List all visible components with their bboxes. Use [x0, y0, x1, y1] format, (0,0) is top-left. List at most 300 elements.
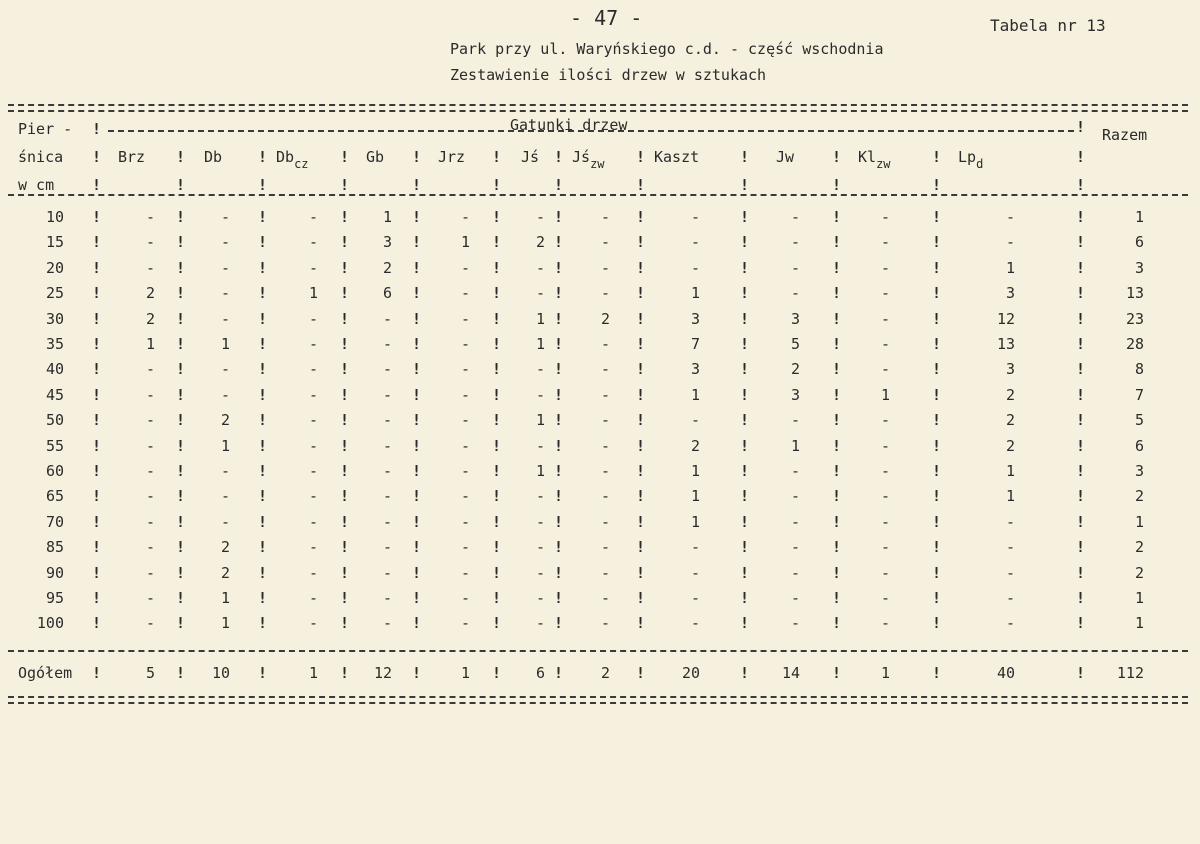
- column-separator: !: [636, 148, 646, 166]
- column-separator: !: [258, 462, 268, 480]
- column-separator: !: [832, 148, 842, 166]
- column-separator: !: [636, 233, 646, 252]
- column-separator: !: [1076, 385, 1086, 404]
- column-separator: !: [636, 512, 646, 531]
- column-separator: !: [412, 538, 422, 557]
- count-cell: -: [600, 233, 610, 252]
- column-separator: !: [636, 360, 646, 379]
- count-cell: -: [382, 411, 392, 430]
- table-title: Park przy ul. Waryńskiego c.d. - część wschodnia: [450, 40, 884, 58]
- column-separator: !: [492, 589, 502, 607]
- column-separator: !: [92, 563, 102, 582]
- column-separator: !: [554, 411, 564, 430]
- count-cell: -: [220, 487, 230, 506]
- column-separator: !: [554, 462, 564, 480]
- column-separator: !: [832, 614, 842, 633]
- count-cell: -: [308, 462, 318, 480]
- column-separator: !: [636, 335, 646, 353]
- count-cell: -: [790, 538, 800, 557]
- count-cell: -: [880, 487, 890, 506]
- column-separator: !: [932, 208, 942, 226]
- count-cell: -: [690, 233, 700, 252]
- column-separator: !: [636, 284, 646, 303]
- column-separator: !: [258, 176, 268, 194]
- count-cell: -: [880, 233, 890, 252]
- column-separator: !: [492, 176, 502, 194]
- column-separator: !: [1076, 309, 1086, 328]
- column-separator: !: [412, 512, 422, 531]
- count-cell: -: [145, 563, 155, 582]
- column-separator: !: [554, 284, 564, 303]
- count-cell: -: [308, 487, 318, 506]
- column-separator: !: [492, 512, 502, 531]
- count-cell: -: [145, 360, 155, 379]
- column-separator: !: [258, 258, 268, 277]
- column-separator: !: [554, 208, 564, 226]
- total-cell: 20: [681, 664, 700, 682]
- count-cell: 1: [535, 411, 545, 430]
- count-cell: -: [460, 462, 470, 480]
- column-separator: !: [636, 487, 646, 506]
- column-separator: !: [1076, 462, 1086, 480]
- diameter-value: 20: [45, 258, 64, 277]
- count-cell: -: [690, 208, 700, 226]
- total-cell: 1: [308, 664, 318, 682]
- count-cell: 1: [460, 233, 470, 252]
- count-cell: 1: [220, 335, 230, 353]
- count-cell: 2: [600, 309, 610, 328]
- column-separator: !: [258, 436, 268, 455]
- count-cell: 5: [790, 335, 800, 353]
- column-separator: !: [176, 538, 186, 557]
- header-bottom-rule: [8, 194, 1188, 196]
- count-cell: -: [600, 385, 610, 404]
- column-separator: !: [176, 148, 186, 166]
- column-separator: !: [492, 148, 502, 166]
- species-name: Brz: [118, 148, 146, 166]
- column-separator: !: [636, 664, 646, 682]
- count-cell: -: [460, 538, 470, 557]
- group-header-label: Gatunki drzew: [510, 116, 628, 134]
- column-separator: !: [740, 614, 750, 633]
- column-separator: !: [740, 176, 750, 194]
- column-separator: !: [340, 148, 350, 166]
- column-separator: !: [636, 208, 646, 226]
- column-separator: !: [340, 462, 350, 480]
- count-cell: -: [460, 335, 470, 353]
- column-separator: !: [340, 614, 350, 633]
- count-cell: -: [308, 411, 318, 430]
- species-name: Db: [204, 148, 223, 166]
- column-separator: !: [554, 360, 564, 379]
- column-separator: !: [1076, 335, 1086, 353]
- column-separator: !: [92, 462, 102, 480]
- column-separator: !: [92, 512, 102, 531]
- column-separator: !: [636, 589, 646, 607]
- column-separator: !: [1076, 411, 1086, 430]
- count-cell: -: [460, 487, 470, 506]
- column-separator: !: [176, 233, 186, 252]
- column-separator: !: [932, 360, 942, 379]
- column-separator: !: [340, 664, 350, 682]
- column-separator: !: [740, 538, 750, 557]
- count-cell: 13: [996, 335, 1015, 353]
- column-separator: !: [554, 309, 564, 328]
- count-cell: -: [382, 538, 392, 557]
- count-cell: -: [145, 512, 155, 531]
- column-separator: !: [176, 309, 186, 328]
- column-separator: !: [832, 538, 842, 557]
- column-separator: !: [832, 589, 842, 607]
- count-cell: -: [1005, 208, 1015, 226]
- count-cell: 1: [1005, 462, 1015, 480]
- count-cell: -: [790, 462, 800, 480]
- count-cell: 3: [1005, 284, 1015, 303]
- count-cell: -: [382, 589, 392, 607]
- count-cell: -: [460, 563, 470, 582]
- count-cell: -: [308, 512, 318, 531]
- count-cell: -: [535, 284, 545, 303]
- count-cell: -: [220, 258, 230, 277]
- column-separator: !: [340, 176, 350, 194]
- count-cell: -: [1005, 233, 1015, 252]
- count-cell: -: [460, 512, 470, 531]
- column-separator: !: [636, 385, 646, 404]
- column-separator: !: [492, 563, 502, 582]
- totals-label: Ogółem: [18, 664, 73, 682]
- count-cell: -: [600, 589, 610, 607]
- diameter-value: 10: [45, 208, 64, 226]
- count-cell: -: [535, 360, 545, 379]
- count-cell: -: [308, 360, 318, 379]
- column-separator: !: [412, 258, 422, 277]
- count-cell: 1: [145, 335, 155, 353]
- count-cell: 2: [220, 563, 230, 582]
- column-separator: !: [340, 360, 350, 379]
- count-cell: -: [220, 233, 230, 252]
- column-separator: !: [176, 360, 186, 379]
- column-separator: !: [340, 385, 350, 404]
- count-cell: -: [600, 487, 610, 506]
- row-total: 23: [1125, 309, 1144, 328]
- diameter-value: 65: [45, 487, 64, 506]
- count-cell: 2: [220, 538, 230, 557]
- column-separator: !: [492, 385, 502, 404]
- column-separator: !: [492, 233, 502, 252]
- column-separator: !: [176, 487, 186, 506]
- count-cell: -: [600, 436, 610, 455]
- column-separator: !: [340, 487, 350, 506]
- total-header-label: Razem: [1102, 126, 1148, 144]
- species-header: [958, 148, 984, 171]
- column-separator: !: [832, 563, 842, 582]
- diameter-value: 40: [45, 360, 64, 379]
- row-total: 1: [1134, 512, 1144, 531]
- top-rule: [8, 104, 1188, 106]
- column-separator: !: [92, 664, 102, 682]
- count-cell: 2: [1005, 436, 1015, 455]
- column-separator: !: [412, 284, 422, 303]
- column-separator: !: [832, 176, 842, 194]
- column-separator: !: [92, 538, 102, 557]
- diameter-value: 60: [45, 462, 64, 480]
- count-cell: -: [308, 335, 318, 353]
- row-total: 2: [1134, 538, 1144, 557]
- count-cell: -: [535, 589, 545, 607]
- row-total: 3: [1134, 258, 1144, 277]
- column-separator: !: [740, 284, 750, 303]
- column-separator: !: [492, 284, 502, 303]
- count-cell: 3: [382, 233, 392, 252]
- column-separator: !: [932, 563, 942, 582]
- column-separator: !: [492, 664, 502, 682]
- count-cell: -: [308, 538, 318, 557]
- count-cell: 1: [690, 385, 700, 404]
- count-cell: -: [382, 309, 392, 328]
- count-cell: -: [880, 563, 890, 582]
- species-subscript: d: [976, 157, 984, 171]
- column-separator: !: [554, 233, 564, 252]
- count-cell: 7: [690, 335, 700, 353]
- count-cell: -: [460, 411, 470, 430]
- species-name: Jś: [572, 148, 591, 166]
- row-total: 8: [1134, 360, 1144, 379]
- column-separator: !: [412, 176, 422, 194]
- column-separator: !: [932, 148, 942, 166]
- count-cell: -: [1005, 538, 1015, 557]
- column-separator: !: [740, 512, 750, 531]
- count-cell: -: [460, 385, 470, 404]
- diameter-value: 95: [45, 589, 64, 607]
- count-cell: -: [690, 563, 700, 582]
- diameter-value: 25: [45, 284, 64, 303]
- count-cell: -: [600, 538, 610, 557]
- column-separator: !: [932, 335, 942, 353]
- species-name: Gb: [366, 148, 385, 166]
- total-cell: 1: [880, 664, 890, 682]
- column-separator: !: [832, 487, 842, 506]
- diameter-value: 50: [45, 411, 64, 430]
- column-separator: !: [1076, 284, 1086, 303]
- column-separator: !: [92, 120, 102, 138]
- column-separator: !: [92, 411, 102, 430]
- column-separator: !: [412, 385, 422, 404]
- count-cell: -: [790, 614, 800, 633]
- column-separator: !: [740, 411, 750, 430]
- column-separator: !: [554, 614, 564, 633]
- column-separator: !: [740, 148, 750, 166]
- count-cell: -: [535, 563, 545, 582]
- column-separator: !: [92, 487, 102, 506]
- count-cell: 2: [220, 411, 230, 430]
- row-total: 1: [1134, 614, 1144, 633]
- column-separator: !: [554, 385, 564, 404]
- count-cell: -: [382, 487, 392, 506]
- column-separator: !: [932, 411, 942, 430]
- total-cell: 14: [781, 664, 800, 682]
- count-cell: -: [460, 258, 470, 277]
- count-cell: 2: [145, 284, 155, 303]
- column-separator: !: [554, 512, 564, 531]
- column-separator: !: [740, 208, 750, 226]
- count-cell: -: [145, 614, 155, 633]
- column-separator: !: [932, 233, 942, 252]
- species-subscript: zw: [876, 157, 891, 171]
- count-cell: -: [1005, 563, 1015, 582]
- column-separator: !: [340, 335, 350, 353]
- count-cell: -: [382, 436, 392, 455]
- count-cell: -: [690, 538, 700, 557]
- column-separator: !: [932, 284, 942, 303]
- count-cell: -: [880, 589, 890, 607]
- species-subscript: cz: [294, 157, 309, 171]
- count-cell: 1: [690, 462, 700, 480]
- count-cell: -: [880, 411, 890, 430]
- row-total: 5: [1134, 411, 1144, 430]
- count-cell: -: [880, 538, 890, 557]
- column-separator: !: [740, 487, 750, 506]
- column-separator: !: [932, 309, 942, 328]
- diameter-header-line: śnica: [18, 148, 64, 166]
- column-separator: !: [740, 664, 750, 682]
- count-cell: -: [535, 512, 545, 531]
- count-cell: -: [382, 614, 392, 633]
- diameter-value: 85: [45, 538, 64, 557]
- count-cell: -: [220, 462, 230, 480]
- count-cell: -: [690, 411, 700, 430]
- diameter-header-line: w cm: [18, 176, 55, 194]
- column-separator: !: [832, 258, 842, 277]
- column-separator: !: [1076, 563, 1086, 582]
- column-separator: !: [832, 385, 842, 404]
- count-cell: -: [145, 411, 155, 430]
- count-cell: -: [145, 436, 155, 455]
- count-cell: -: [690, 258, 700, 277]
- column-separator: !: [1076, 208, 1086, 226]
- species-header: [438, 148, 465, 166]
- count-cell: -: [690, 589, 700, 607]
- count-cell: -: [880, 512, 890, 531]
- count-cell: -: [460, 614, 470, 633]
- count-cell: -: [600, 411, 610, 430]
- count-cell: 1: [790, 436, 800, 455]
- count-cell: -: [145, 233, 155, 252]
- column-separator: !: [740, 309, 750, 328]
- count-cell: -: [535, 614, 545, 633]
- column-separator: !: [92, 309, 102, 328]
- count-cell: 1: [220, 589, 230, 607]
- count-cell: -: [220, 360, 230, 379]
- count-cell: -: [600, 360, 610, 379]
- row-total: 6: [1134, 233, 1144, 252]
- count-cell: -: [880, 462, 890, 480]
- column-separator: !: [1076, 148, 1086, 166]
- table-subtitle: Zestawienie ilości drzew w sztukach: [450, 66, 767, 84]
- column-separator: !: [1076, 589, 1086, 607]
- count-cell: -: [382, 512, 392, 531]
- count-cell: -: [880, 436, 890, 455]
- diameter-value: 70: [45, 512, 64, 531]
- row-total: 6: [1134, 436, 1144, 455]
- count-cell: 2: [382, 258, 392, 277]
- column-separator: !: [740, 258, 750, 277]
- column-separator: !: [492, 538, 502, 557]
- column-separator: !: [412, 462, 422, 480]
- column-separator: !: [1076, 436, 1086, 455]
- column-separator: !: [258, 411, 268, 430]
- count-cell: 1: [690, 284, 700, 303]
- species-name: Lp: [958, 148, 977, 166]
- count-cell: 1: [880, 385, 890, 404]
- species-name: Jrz: [438, 148, 466, 166]
- count-cell: 3: [790, 309, 800, 328]
- column-separator: !: [1076, 360, 1086, 379]
- column-separator: !: [832, 360, 842, 379]
- column-separator: !: [176, 512, 186, 531]
- count-cell: 1: [1005, 487, 1015, 506]
- count-cell: 6: [382, 284, 392, 303]
- column-separator: !: [412, 664, 422, 682]
- bottom-rule: [8, 696, 1188, 698]
- column-separator: !: [258, 148, 268, 166]
- column-separator: !: [932, 385, 942, 404]
- count-cell: -: [880, 258, 890, 277]
- column-separator: !: [554, 664, 564, 682]
- column-separator: !: [176, 589, 186, 607]
- count-cell: 1: [690, 487, 700, 506]
- column-separator: !: [1076, 233, 1086, 252]
- column-separator: !: [554, 487, 564, 506]
- table-number: Tabela nr 13: [990, 16, 1106, 35]
- column-separator: !: [932, 436, 942, 455]
- column-separator: !: [92, 284, 102, 303]
- count-cell: 1: [382, 208, 392, 226]
- count-cell: -: [220, 309, 230, 328]
- count-cell: -: [790, 563, 800, 582]
- count-cell: -: [382, 385, 392, 404]
- count-cell: -: [1005, 589, 1015, 607]
- column-separator: !: [412, 148, 422, 166]
- column-separator: !: [412, 309, 422, 328]
- column-separator: !: [258, 385, 268, 404]
- column-separator: !: [832, 208, 842, 226]
- count-cell: 1: [535, 309, 545, 328]
- column-separator: !: [492, 208, 502, 226]
- total-cell: 2: [600, 664, 610, 682]
- count-cell: -: [145, 487, 155, 506]
- column-separator: !: [258, 309, 268, 328]
- column-separator: !: [340, 436, 350, 455]
- row-total: 13: [1125, 284, 1144, 303]
- count-cell: -: [382, 462, 392, 480]
- count-cell: 3: [690, 360, 700, 379]
- column-separator: !: [740, 385, 750, 404]
- column-separator: !: [176, 462, 186, 480]
- column-separator: !: [832, 335, 842, 353]
- total-cell: 5: [145, 664, 155, 682]
- count-cell: -: [600, 335, 610, 353]
- species-header: [366, 148, 384, 166]
- species-name: Jw: [776, 148, 795, 166]
- column-separator: !: [92, 233, 102, 252]
- row-total: 1: [1134, 589, 1144, 607]
- count-cell: -: [460, 360, 470, 379]
- column-separator: !: [832, 664, 842, 682]
- column-separator: !: [258, 335, 268, 353]
- column-separator: !: [412, 335, 422, 353]
- column-separator: !: [92, 360, 102, 379]
- column-separator: !: [1076, 258, 1086, 277]
